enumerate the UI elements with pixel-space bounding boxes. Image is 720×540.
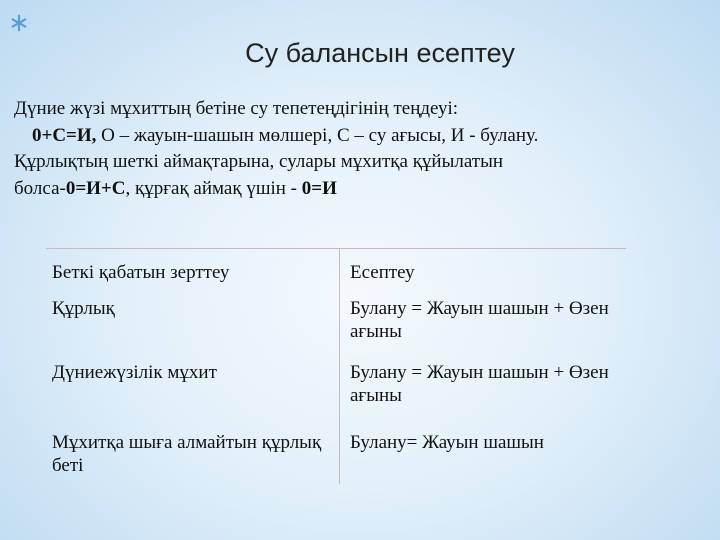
intro-line-4-middle: , құрғақ аймақ үшін -: [125, 177, 302, 199]
header-calculation: Есептеу: [340, 249, 627, 292]
table-header-row: [46, 249, 626, 292]
intro-text: [14, 96, 714, 202]
table-row: [46, 421, 626, 484]
header-surface-study: Беткі қабатын зерттеу: [46, 249, 340, 292]
row-closed-land-label: Мұхитқа шыға алмайтын құрлық беті: [52, 432, 322, 476]
ocean-balance-formula: 0+С=И,: [32, 124, 97, 146]
row-ocean-label: Дүниежүзілік мұхит: [52, 362, 217, 383]
row-closed-land-formula: Булану= Жауын шашын: [340, 421, 627, 484]
water-balance-table: [46, 248, 626, 484]
table-row: [46, 355, 626, 421]
intro-line-4-start: болса-: [14, 177, 66, 199]
formula-legend: О – жауын-шашын мөлшері, С – су ағысы, И - булану.: [96, 124, 539, 146]
table-row: [46, 291, 626, 355]
slide-title: Су балансын есептеу: [245, 38, 515, 68]
arid-balance-formula: 0=И: [301, 177, 337, 199]
asterisk-icon: [10, 14, 28, 32]
intro-line-1: Дүние жүзі мұхиттың бетіне су тепетеңдігінің теңдеуі:: [14, 98, 459, 119]
peripheral-balance-formula: 0=И+С: [65, 177, 126, 199]
intro-line-2: [14, 123, 714, 150]
row-land-formula: Булану = Жауын шашын + Өзен ағыны: [340, 291, 627, 355]
row-land-label: Құрлық: [52, 298, 115, 319]
intro-line-4: [14, 176, 714, 203]
intro-line-3: Құрлықтың шеткі аймақтарына, сулары мұхитқа құйылатын: [14, 151, 504, 172]
row-ocean-formula: Булану = Жауын шашын + Өзен ағыны: [340, 355, 627, 421]
